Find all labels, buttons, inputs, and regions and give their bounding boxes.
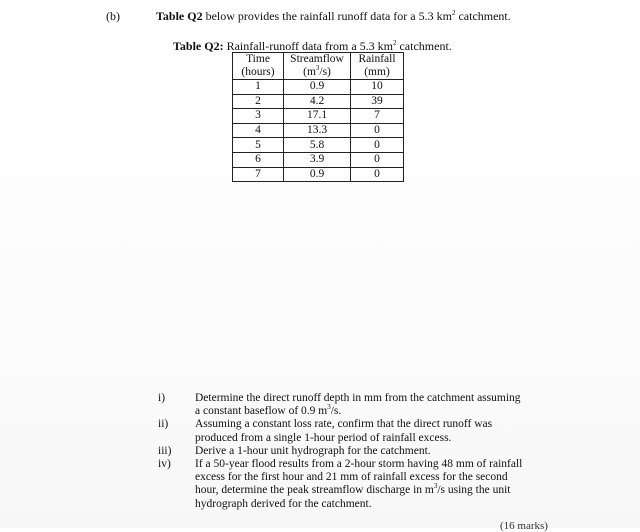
- header-streamflow: [284, 53, 351, 80]
- table-row: [233, 94, 404, 109]
- header-rainfall: [351, 53, 404, 80]
- header-time-unit: (hours): [241, 66, 275, 78]
- question-text: [195, 418, 578, 444]
- cell-rainfall: 10: [351, 80, 404, 95]
- question-item: [158, 418, 578, 444]
- cell-streamflow: 0.9: [284, 80, 351, 95]
- question-line: hydrograph derived for the catchment.: [195, 497, 372, 510]
- question-sup: 3: [327, 403, 331, 412]
- question-line: Assuming a constant loss rate, confirm that the direct runoff was: [195, 418, 493, 431]
- flow-unit-sup: 3: [315, 64, 320, 72]
- cell-time: 3: [233, 109, 284, 124]
- cell-time: 1: [233, 80, 284, 95]
- intro-text-after: catchment.: [455, 9, 511, 23]
- question-number: i): [158, 392, 166, 404]
- table-row: [233, 123, 404, 138]
- cell-streamflow: 3.9: [284, 152, 351, 167]
- question-line: /s.: [330, 405, 342, 418]
- question-text: [195, 445, 578, 458]
- header-rain-label: Rainfall: [358, 53, 396, 65]
- question-text: [195, 458, 578, 511]
- cell-time: 7: [233, 167, 284, 182]
- header-flow-label: Streamflow: [290, 53, 344, 65]
- cell-rainfall: 0: [351, 152, 404, 167]
- cell-rainfall: 39: [351, 94, 404, 109]
- question-item: [158, 445, 578, 458]
- table-row: [233, 152, 404, 167]
- caption-text-before: Rainfall-runoff data from a 5.3 km: [223, 39, 393, 53]
- question-list: [158, 392, 578, 511]
- cell-streamflow: 0.9: [284, 167, 351, 182]
- question-line: /s using the unit: [437, 484, 511, 497]
- cell-time: 6: [233, 152, 284, 167]
- cell-streamflow: 4.2: [284, 94, 351, 109]
- cell-rainfall: 0: [351, 138, 404, 153]
- question-line: Determine the direct runoff depth in mm from the catchment assuming: [195, 392, 521, 404]
- caption-text-after: catchment.: [396, 39, 452, 53]
- question-line: produced from a single 1-hour period of rainfall excess.: [195, 431, 452, 444]
- intro-sup: 2: [451, 9, 456, 17]
- header-flow-unit: [303, 66, 331, 78]
- table-row: [233, 167, 404, 182]
- question-line: excess for the first hour and 21 mm of rainfall excess for the second: [195, 471, 508, 484]
- intro-text-before: below provides the rainfall runoff data for a 5.3 km: [202, 9, 452, 23]
- caption-sup: 2: [392, 39, 397, 47]
- cell-streamflow: 5.8: [284, 138, 351, 153]
- question-number: iv): [158, 458, 171, 471]
- question-line: If a 50-year flood results from a 2-hour storm having 48 mm of rainfall: [195, 458, 523, 471]
- caption-label: Table Q2:: [173, 39, 224, 53]
- cell-rainfall: 7: [351, 109, 404, 124]
- flow-unit-before: (m: [303, 66, 316, 78]
- question-number: ii): [158, 418, 169, 431]
- table-row: [233, 80, 404, 95]
- header-rain-unit: (mm): [364, 66, 390, 78]
- table-header-row: [233, 53, 404, 80]
- cell-time: 4: [233, 123, 284, 138]
- header-time-label: Time: [246, 53, 270, 65]
- cell-streamflow: 17.1: [284, 109, 351, 124]
- intro-table-ref: Table Q2: [156, 9, 203, 23]
- cell-rainfall: 0: [351, 123, 404, 138]
- cell-streamflow: 13.3: [284, 123, 351, 138]
- cell-time: 5: [233, 138, 284, 153]
- cell-time: 2: [233, 94, 284, 109]
- marks-fragment: (16 marks): [500, 520, 548, 532]
- question-number: iii): [158, 444, 172, 457]
- part-label: (b): [106, 9, 120, 23]
- question-item: [158, 392, 578, 418]
- table-row: [233, 138, 404, 153]
- cell-rainfall: 0: [351, 167, 404, 182]
- table-row: [233, 109, 404, 124]
- question-line: Derive a 1-hour unit hydrograph for the catchment.: [195, 444, 431, 457]
- question-item: [158, 458, 578, 511]
- question-text: [195, 392, 578, 418]
- header-time: [233, 53, 284, 80]
- question-sup: 3: [433, 482, 438, 491]
- flow-unit-after: /s): [319, 66, 331, 78]
- question-line: hour, determine the peak streamflow discharge in m: [195, 484, 434, 497]
- question-line: a constant baseflow of 0.9 m: [195, 405, 328, 418]
- part-intro: [156, 9, 511, 24]
- rainfall-runoff-table: [232, 52, 404, 182]
